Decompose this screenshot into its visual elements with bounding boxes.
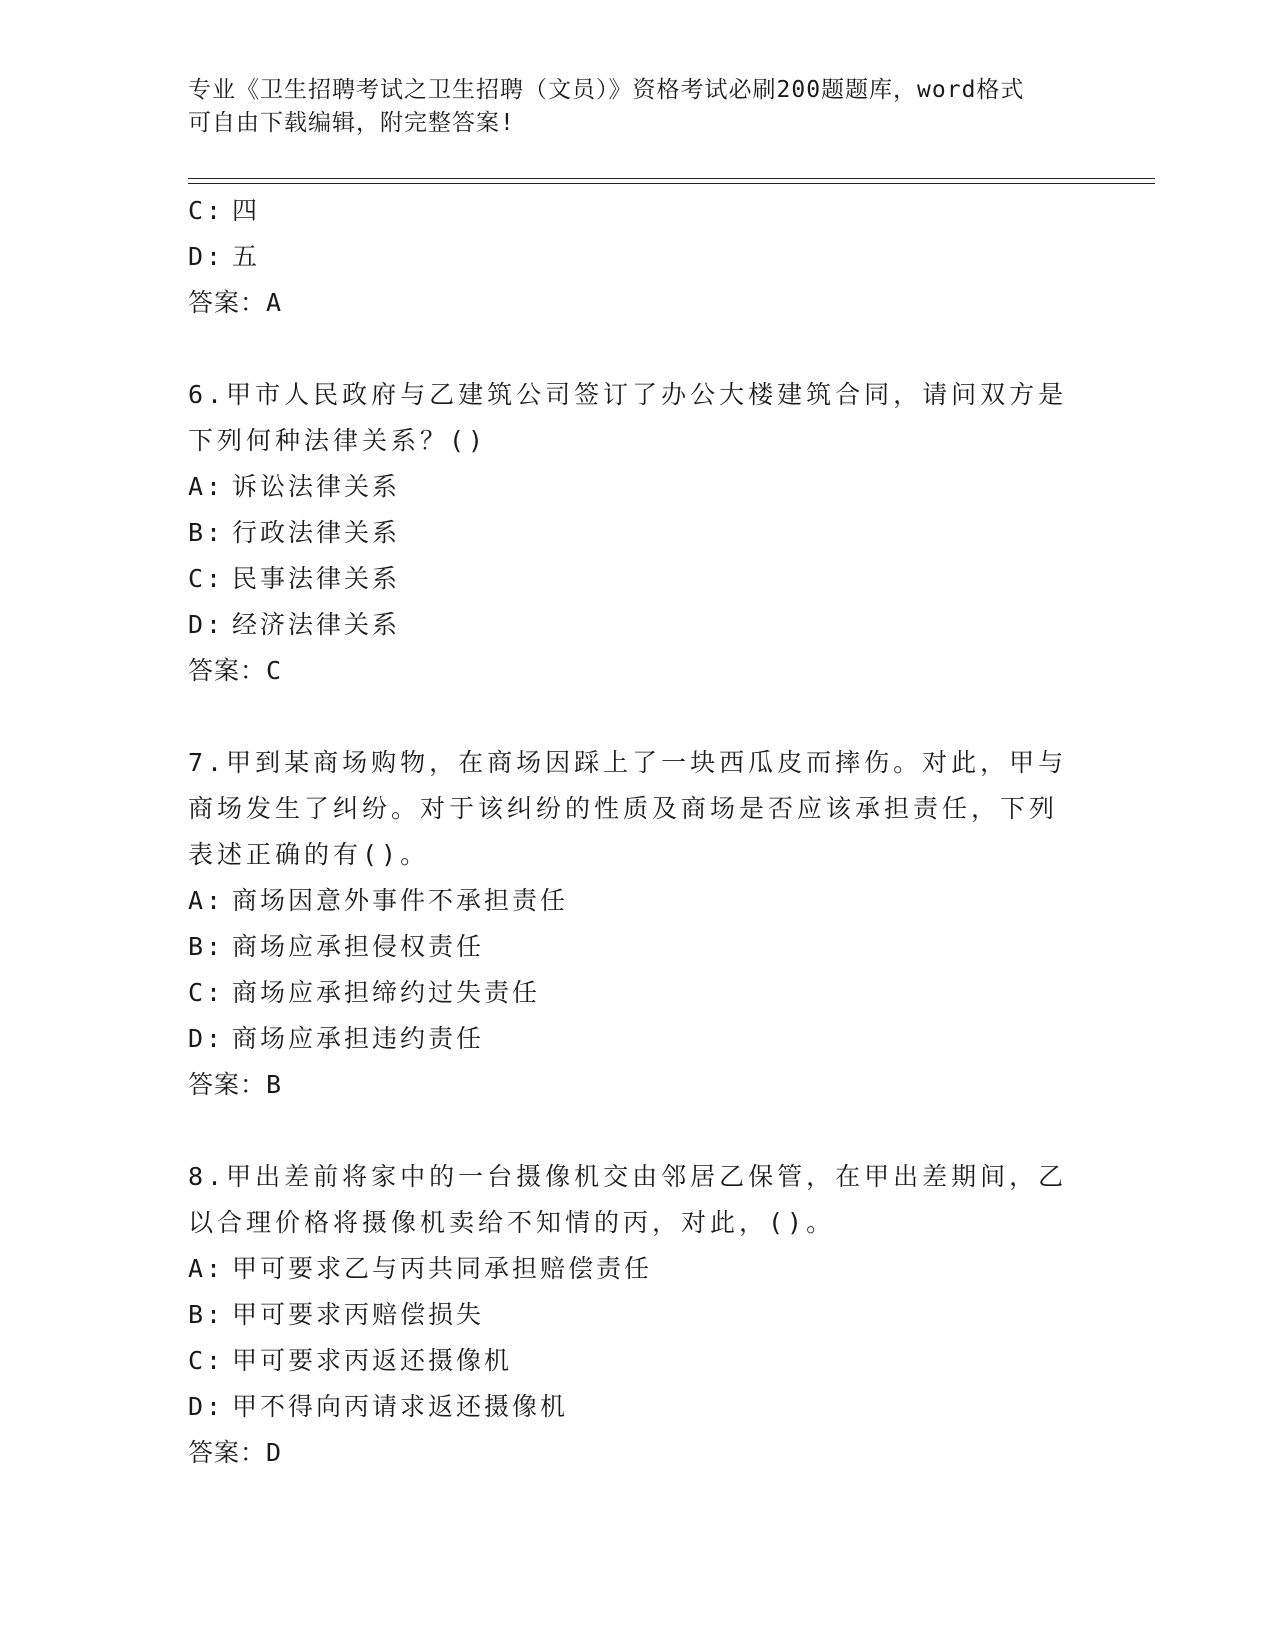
question-6 [188,372,1068,694]
header-divider-bottom [188,183,1155,184]
option-c [188,556,1068,602]
option-key: C: [188,196,225,225]
option-key: C: [188,978,225,1007]
option-a [188,878,1068,924]
option-c [188,970,1068,1016]
option-key: A: [188,1254,225,1283]
option-text: 甲可要求丙返还摄像机 [232,1346,513,1375]
option-key: B: [188,518,225,547]
document-header [188,74,1078,140]
question-text: 7.甲到某商场购物，在商场因踩上了一块西瓜皮而摔伤。对此，甲与商场发生了纠纷。对于该纠纷的性质及商场是否应该承担责任，下列表述正确的有()。 [188,748,1068,869]
option-d [188,1016,1068,1062]
option-key: A: [188,472,225,501]
option-text: 商场因意外事件不承担责任 [232,886,569,915]
option-d [188,234,1068,280]
option-d [188,1384,1068,1430]
option-key: D: [188,1392,225,1421]
option-text: 商场应承担缔约过失责任 [232,978,541,1007]
option-text: 民事法律关系 [232,564,401,593]
option-c [188,1338,1068,1384]
option-text: 经济法律关系 [232,610,401,639]
option-text: 甲可要求丙赔偿损失 [232,1300,485,1329]
option-key: A: [188,886,225,915]
header-line-2: 可自由下载编辑，附完整答案! [188,110,515,136]
option-b [188,1292,1068,1338]
answer-line: 答案：A [188,288,283,317]
answer-line: 答案：C [188,656,283,685]
question-list [188,188,1068,1476]
option-text: 甲不得向丙请求返还摄像机 [232,1392,569,1421]
option-key: D: [188,610,225,639]
question-text: 8.甲出差前将家中的一台摄像机交由邻居乙保管，在甲出差期间，乙以合理价格将摄像机卖给不知情的丙，对此，()。 [188,1162,1068,1237]
option-text: 商场应承担违约责任 [232,1024,485,1053]
option-text: 四 [232,196,261,225]
option-text: 诉讼法律关系 [232,472,401,501]
question-text: 6.甲市人民政府与乙建筑公司签订了办公大楼建筑合同，请问双方是下列何种法律关系？() [188,380,1068,455]
option-a [188,1246,1068,1292]
option-key: C: [188,564,225,593]
option-text: 五 [232,242,261,271]
continued-question [188,188,1068,326]
answer-line: 答案：B [188,1070,283,1099]
option-text: 商场应承担侵权责任 [232,932,485,961]
option-key: D: [188,242,225,271]
question-7 [188,740,1068,1108]
option-key: B: [188,932,225,961]
option-text: 行政法律关系 [232,518,401,547]
header-line-1: 专业《卫生招聘考试之卫生招聘（文员）》资格考试必刷200题题库，word格式 [188,77,1025,103]
option-key: D: [188,1024,225,1053]
option-key: C: [188,1346,225,1375]
question-8 [188,1154,1068,1476]
option-b [188,924,1068,970]
option-text: 甲可要求乙与丙共同承担赔偿责任 [232,1254,653,1283]
header-divider-top [188,178,1155,179]
option-b [188,510,1068,556]
option-a [188,464,1068,510]
option-c [188,188,1068,234]
option-d [188,602,1068,648]
option-key: B: [188,1300,225,1329]
answer-line: 答案：D [188,1438,283,1467]
